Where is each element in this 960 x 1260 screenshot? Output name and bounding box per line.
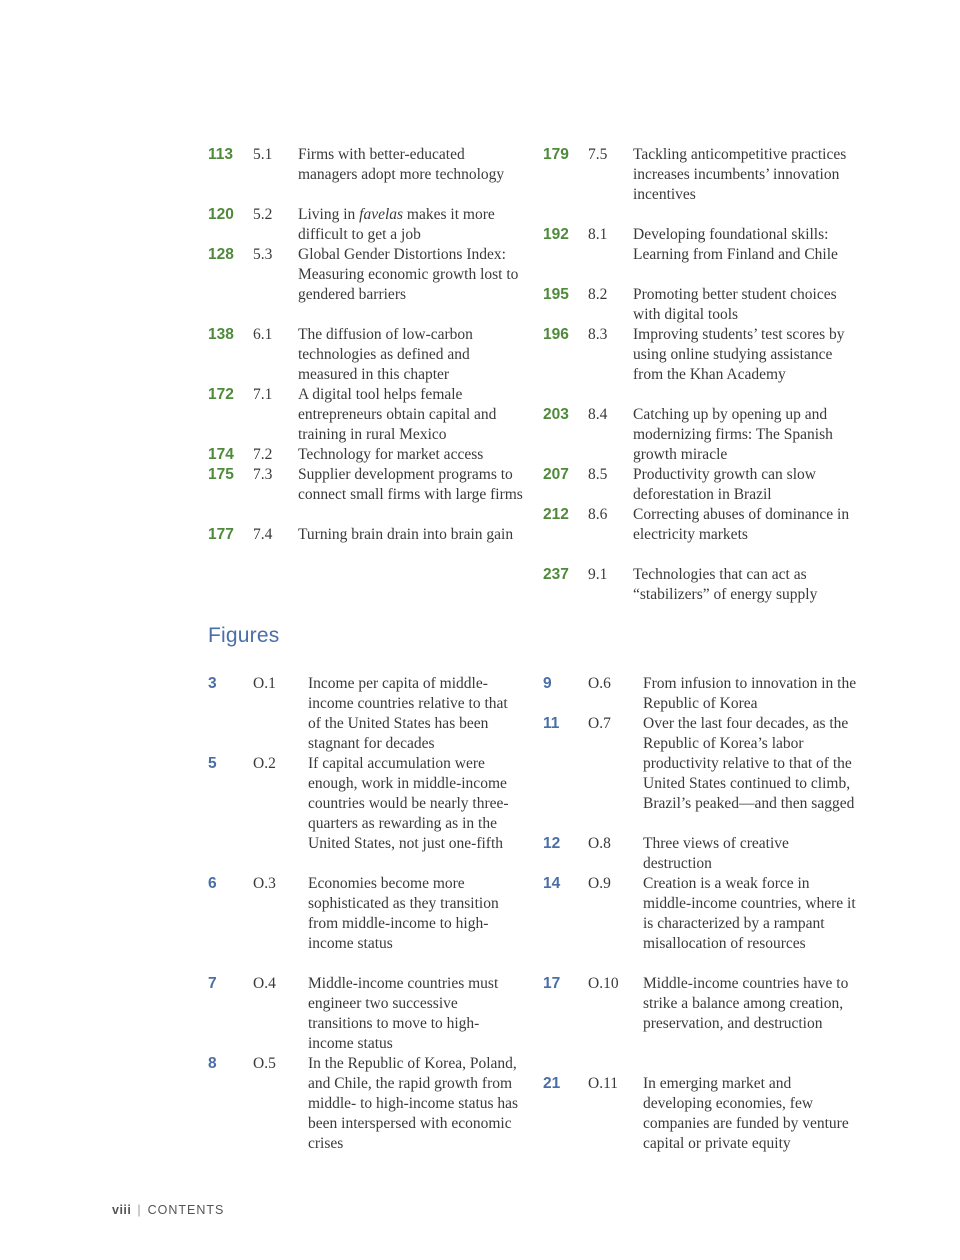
- figure-title[interactable]: Middle-income countries must engineer two successive transitions to move to high-income status: [308, 975, 499, 1052]
- page-number[interactable]: 14: [543, 875, 561, 892]
- page-number[interactable]: 9: [543, 675, 552, 692]
- box-title[interactable]: Catching up by opening up and modernizing firms: The Spanish growth miracle: [633, 406, 833, 463]
- box-number: 7.5: [588, 146, 608, 163]
- box-title[interactable]: Promoting better student choices with digital tools: [633, 286, 837, 323]
- page-number[interactable]: 8: [208, 1055, 217, 1072]
- box-number: 8.1: [588, 226, 608, 243]
- figure-number: O.5: [253, 1055, 276, 1072]
- figure-title[interactable]: If capital accumulation were enough, work in middle-income countries would be nearly three-quarters as rewarding as in the United States, not just one-fifth: [308, 755, 509, 852]
- box-title[interactable]: Living in favelas makes it more difficult to get a job: [298, 206, 495, 243]
- box-title[interactable]: Supplier development programs to connect small firms with large firms: [298, 466, 523, 503]
- page-number[interactable]: 192: [543, 226, 569, 243]
- box-title[interactable]: The diffusion of low-carbon technologies as defined and measured in this chapter: [298, 326, 473, 383]
- box-number: 7.2: [253, 446, 273, 463]
- page-number[interactable]: 12: [543, 835, 561, 852]
- figure-number: O.9: [588, 875, 611, 892]
- box-number: 7.1: [253, 386, 273, 403]
- box-title[interactable]: Tackling anticompetitive practices increases incumbents’ innovation incentives: [633, 146, 847, 203]
- box-number: 6.1: [253, 326, 273, 343]
- page-number[interactable]: 175: [208, 466, 234, 483]
- page-number[interactable]: 195: [543, 286, 569, 303]
- page-number[interactable]: 6: [208, 875, 217, 892]
- figure-title[interactable]: From infusion to innovation in the Republic of Korea: [643, 675, 857, 712]
- box-number: 8.3: [588, 326, 608, 343]
- page-footer: [112, 1203, 224, 1217]
- page-number[interactable]: 207: [543, 466, 569, 483]
- box-number: 8.5: [588, 466, 608, 483]
- page-number[interactable]: 174: [208, 446, 234, 463]
- box-title[interactable]: A digital tool helps female entrepreneurs obtain capital and training in rural Mexico: [298, 386, 497, 443]
- page-number[interactable]: 212: [543, 506, 569, 523]
- figure-title[interactable]: Income per capita of middle-income countries relative to that of the United States has been stagnant for decades: [308, 675, 508, 752]
- figure-number: O.4: [253, 975, 276, 992]
- box-title[interactable]: Correcting abuses of dominance in electricity markets: [633, 506, 850, 543]
- page-number[interactable]: 138: [208, 326, 234, 343]
- figure-title[interactable]: Creation is a weak force in middle-income countries, where it is characterized by a rampant misallocation of resources: [643, 875, 856, 952]
- figure-title[interactable]: In emerging market and developing economies, few companies are funded by venture capital or private equity: [643, 1075, 849, 1152]
- box-number: 5.1: [253, 146, 273, 163]
- box-number: 5.2: [253, 206, 273, 223]
- box-title[interactable]: Firms with better-educated managers adopt more technology: [298, 146, 505, 183]
- page-number[interactable]: 196: [543, 326, 569, 343]
- figure-number: O.11: [588, 1075, 618, 1092]
- page-number[interactable]: 7: [208, 975, 217, 992]
- box-title[interactable]: Technologies that can act as “stabilizers” of energy supply: [633, 566, 818, 603]
- page-number[interactable]: 179: [543, 146, 569, 163]
- footer-separator: |: [137, 1203, 142, 1217]
- figure-title[interactable]: In the Republic of Korea, Poland, and Chile, the rapid growth from middle- to high-income status has been interspersed with economic crises: [308, 1055, 519, 1152]
- box-number: 8.4: [588, 406, 608, 423]
- box-number: 7.3: [253, 466, 273, 483]
- box-number: 8.6: [588, 506, 608, 523]
- page-number[interactable]: 237: [543, 566, 569, 583]
- box-title[interactable]: Developing foundational skills: Learning from Finland and Chile: [633, 226, 838, 263]
- box-number: 8.2: [588, 286, 608, 303]
- folio-number: viii: [112, 1203, 132, 1217]
- figure-number: O.3: [253, 875, 276, 892]
- section-title-figures: Figures: [208, 624, 280, 647]
- figure-number: O.6: [588, 675, 611, 692]
- page-number[interactable]: 113: [208, 146, 234, 163]
- box-number: 5.3: [253, 246, 273, 263]
- figure-number: O.7: [588, 715, 611, 732]
- page-number[interactable]: 11: [543, 715, 560, 732]
- box-title[interactable]: Technology for market access: [298, 446, 484, 463]
- page-number[interactable]: 120: [208, 206, 234, 223]
- page-number[interactable]: 177: [208, 526, 234, 543]
- figure-number: O.10: [588, 975, 619, 992]
- box-title[interactable]: Improving students’ test scores by using online studying assistance from the Khan Academy: [633, 326, 845, 383]
- figure-number: O.1: [253, 675, 276, 692]
- page-number[interactable]: 21: [543, 1075, 561, 1092]
- figure-number: O.2: [253, 755, 276, 772]
- box-title[interactable]: Productivity growth can slow deforestation in Brazil: [633, 466, 816, 503]
- figure-title[interactable]: Three views of creative destruction: [643, 835, 789, 872]
- box-title[interactable]: Turning brain drain into brain gain: [298, 526, 514, 543]
- figure-number: O.8: [588, 835, 611, 852]
- figure-title[interactable]: Over the last four decades, as the Republic of Korea’s labor productivity relative to that of the United States continued to climb, Brazil’s peaked—and then sagged: [643, 715, 855, 812]
- page-number[interactable]: 128: [208, 246, 234, 263]
- running-head: CONTENTS: [147, 1203, 225, 1217]
- box-number: 7.4: [253, 526, 273, 543]
- box-title[interactable]: Global Gender Distortions Index: Measuring economic growth lost to gendered barriers: [298, 246, 519, 303]
- page-number[interactable]: 203: [543, 406, 569, 423]
- page-number[interactable]: 5: [208, 755, 217, 772]
- box-number: 9.1: [588, 566, 608, 583]
- page-number[interactable]: 3: [208, 675, 217, 692]
- figure-title[interactable]: Middle-income countries have to strike a balance among creation, preservation, and destruction: [643, 975, 849, 1032]
- page-number[interactable]: 172: [208, 386, 234, 403]
- page-number[interactable]: 17: [543, 975, 561, 992]
- figure-title[interactable]: Economies become more sophisticated as they transition from middle-income to high-income status: [308, 875, 499, 952]
